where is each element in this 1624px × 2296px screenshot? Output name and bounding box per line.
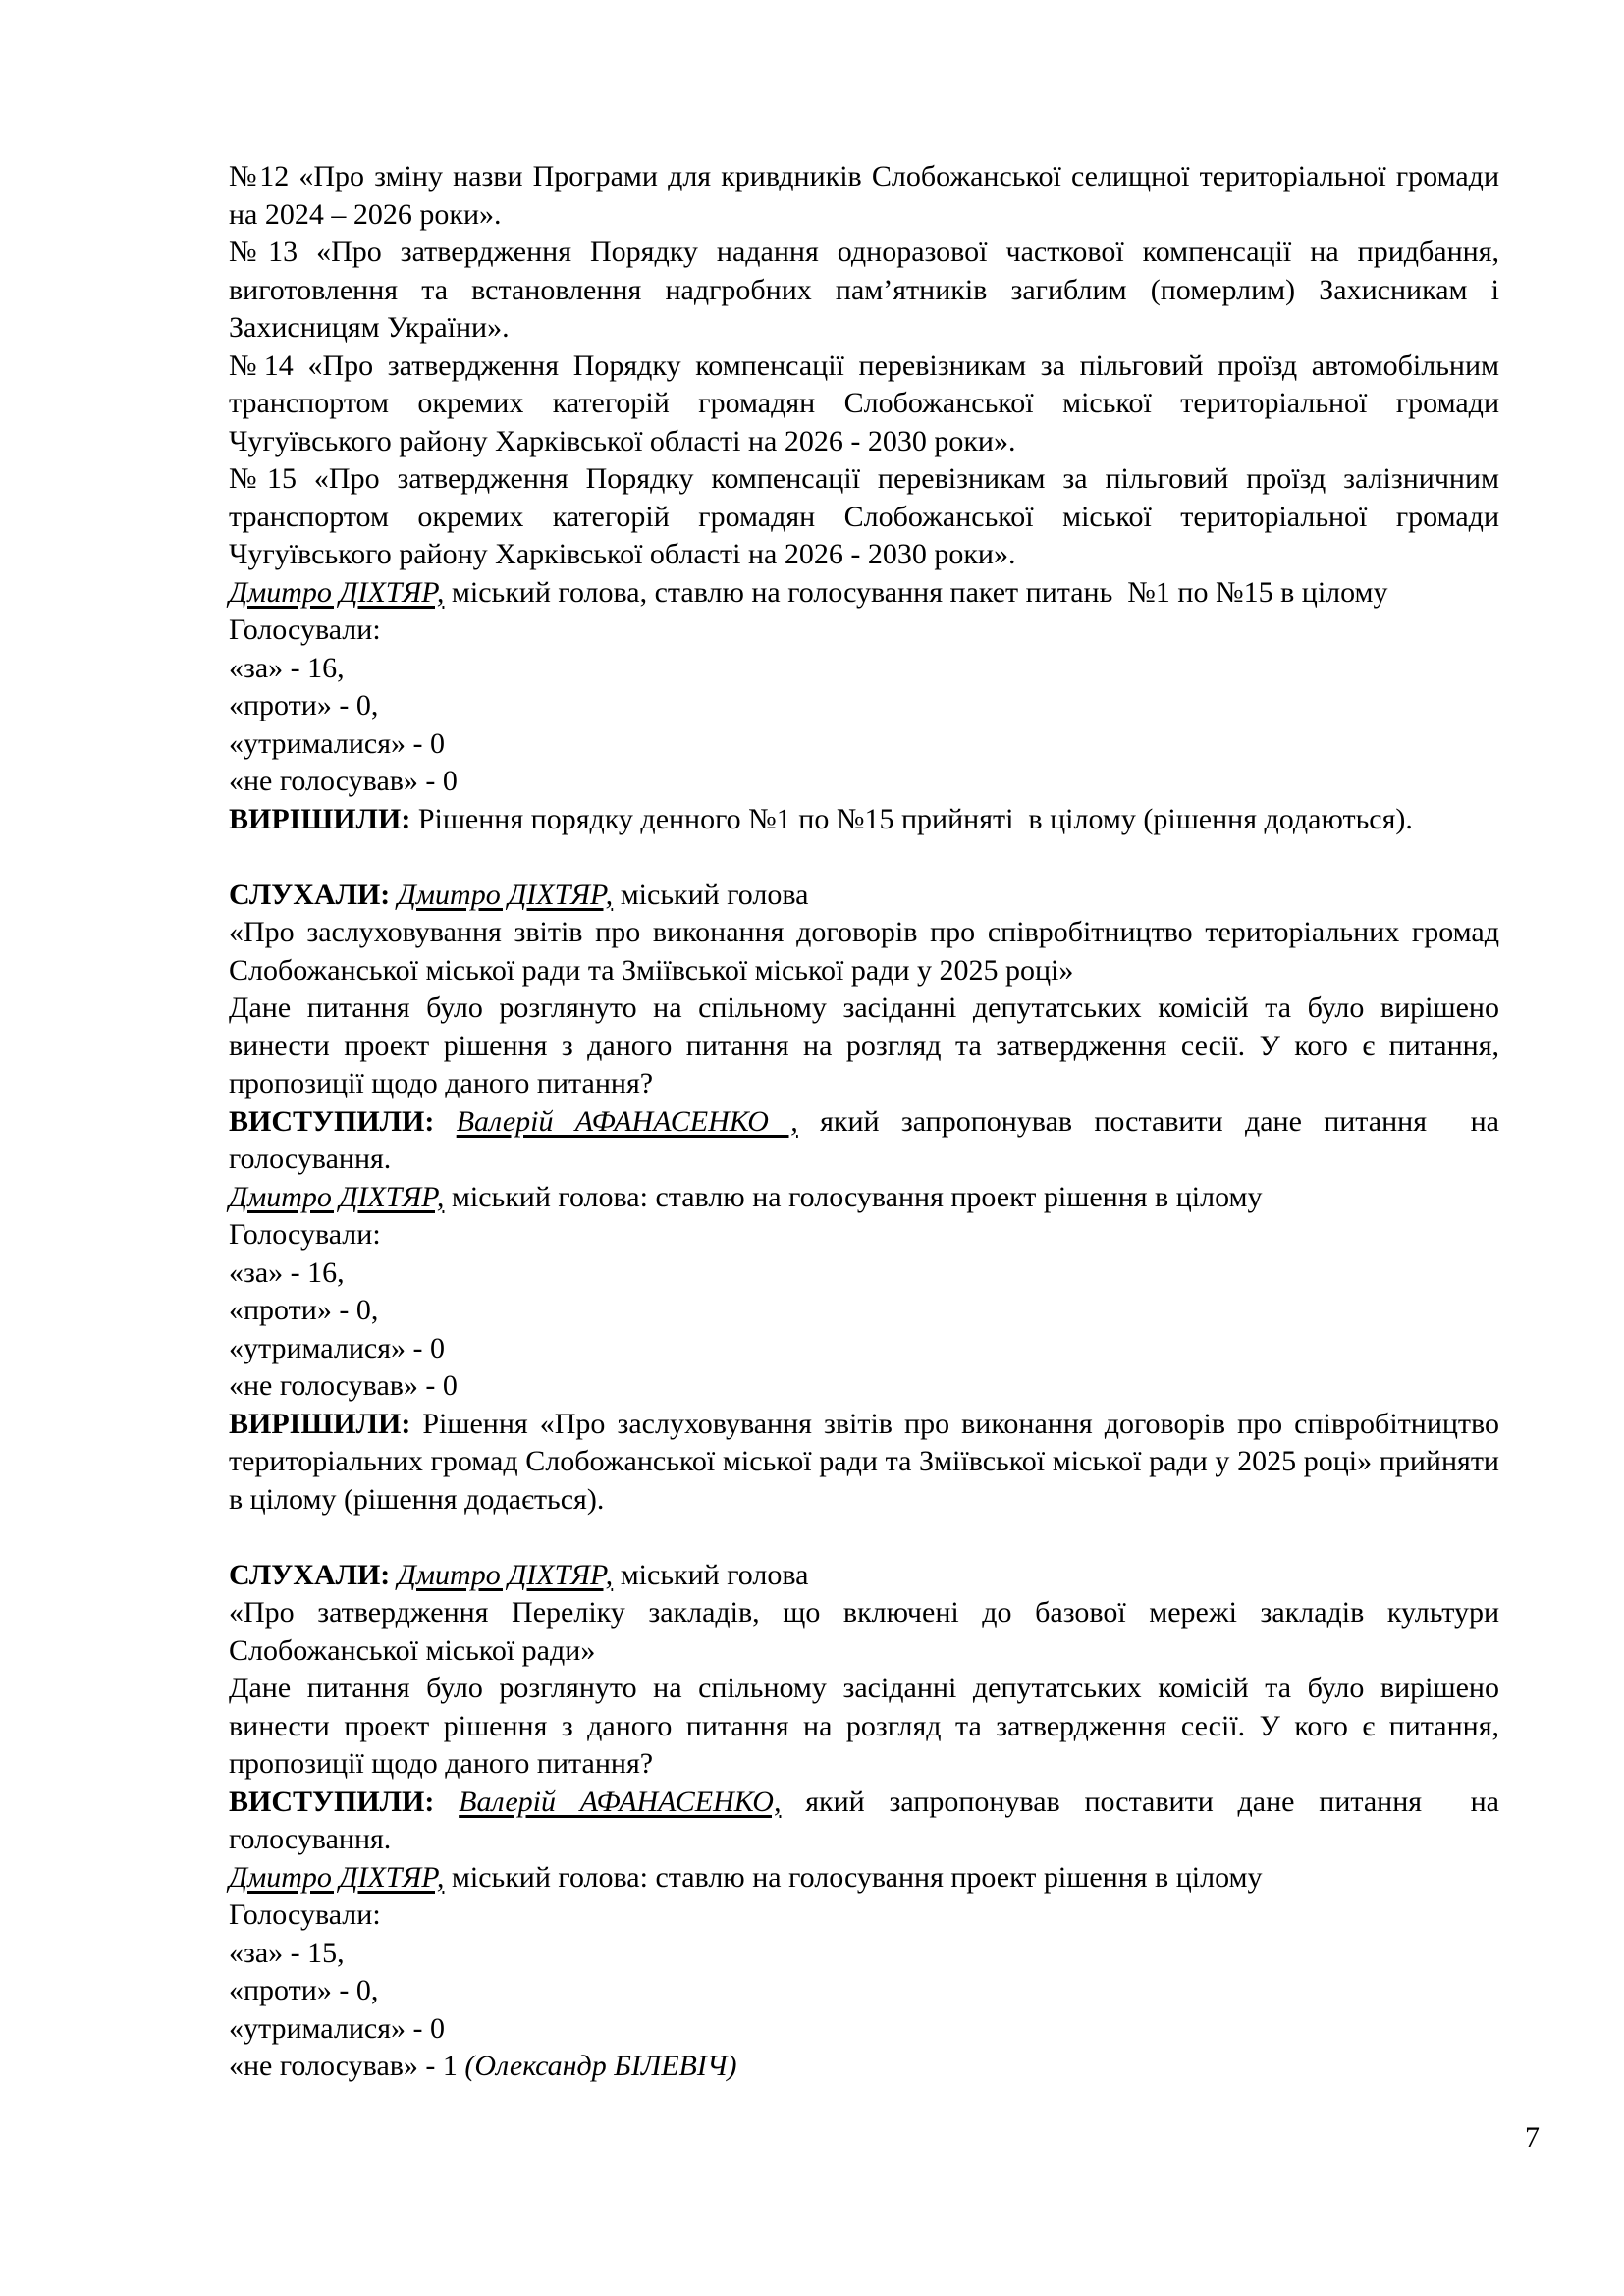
question-title-2: «Про затвердження Переліку закладів, що включені до базової мережі закладів культури Слобожанської міської ради»: [229, 1596, 1507, 1667]
heard-heading-1: СЛУХАЛИ: Дмитро ДІХТЯР, міський голова: [229, 878, 809, 911]
vote-header-1: Голосували:: [229, 614, 381, 646]
vote-za-2: «за» - 16,: [229, 1255, 345, 1289]
decision-2: ВИРІШИЛИ: Рішення «Про заслуховування звітів про виконання договорів про співробітництво територіальних громад Слобожанської міської ради та Зміївської міської ради у 2025 році» прийняти в цілому (рішення додається).: [229, 1407, 1514, 1516]
agenda-item-12: №12 «Про зміну назви Програми для кривдників Слобожанської селищної територіальної громади на 2024 – 2026 роки».: [229, 160, 1507, 231]
question-title-1: «Про заслуховування звітів про виконання договорів про співробітництво територіальних громад Слобожанської міської ради та Зміївської міської ради у 2025 році»: [229, 916, 1507, 987]
document-text: [229, 158, 1514, 2086]
vote-utrymalysia-3: «утрималися» - 0: [229, 2011, 446, 2045]
decision-1: ВИРІШИЛИ: Рішення порядку денного №1 по №15 прийняті в цілому (рішення додаються).: [229, 802, 1413, 835]
spoke-afanasenko-1: ВИСТУПИЛИ: Валерій АФАНАСЕНКО , який запропонував поставити дане питання на голосування.: [229, 1104, 1507, 1175]
spacer-1: [229, 838, 1499, 877]
vote-header-3: Голосували:: [229, 1898, 381, 1931]
vote-za-3: «за» - 15,: [229, 1936, 345, 1969]
vote-proty-1: «проти» - 0,: [229, 689, 379, 721]
spoke-afanasenko-2: ВИСТУПИЛИ: Валерій АФАНАСЕНКО, який запропонував поставити дане питання на голосування.: [229, 1785, 1507, 1855]
vote-utrymalysia-2: «утрималися» - 0: [229, 1331, 446, 1364]
speaker-dikhtiar-vote-call-3: Дмитро ДІХТЯР, міський голова: ставлю на голосування проект рішення в цілому: [229, 1860, 1263, 1894]
heard-heading-2: СЛУХАЛИ: Дмитро ДІХТЯР, міський голова: [229, 1558, 809, 1591]
spacer-2: [229, 1519, 1499, 1557]
question-discussion-2: Дане питання було розглянуто на спільному засіданні депутатських комісій та було вирішено винести проект рішення з даного питання на розгляд та затвердження сесії. У кого є питання, пропозиції щодо даного питання?: [229, 1672, 1507, 1780]
speaker-dikhtiar-vote-call-1: Дмитро ДІХТЯР, міський голова, ставлю на голосування пакет питань №1 по №15 в цілому: [229, 575, 1388, 609]
page-number: 7: [1525, 2121, 1540, 2154]
question-discussion-1: Дане питання було розглянуто на спільному засіданні депутатських комісій та було вирішено винести проект рішення з даного питання на розгляд та затвердження сесії. У кого є питання, пропозиції щодо даного питання?: [229, 991, 1507, 1099]
vote-proty-2: «проти» - 0,: [229, 1294, 379, 1326]
agenda-item-15: №15 «Про затвердження Порядку компенсації перевізникам за пільговий проїзд залізничним транспортом окремих категорій громадян Слобожанської міської територіальної громади Чугуївського району Харківської області на 2026 - 2030 роки».: [229, 462, 1507, 570]
agenda-item-13: №13 «Про затвердження Порядку надання одноразової часткової компенсації на придбання, виготовлення та встановлення надгробних пам’ятників загиблим (померлим) Захисникам і Захисницям України».: [229, 236, 1507, 344]
vote-ne-holosuvav-3: «не голосував» - 1 (Олександр БІЛЕВІЧ): [229, 2050, 737, 2082]
vote-ne-holosuvav-1: «не голосував» - 0: [229, 765, 458, 797]
vote-proty-3: «проти» - 0,: [229, 1974, 379, 2006]
agenda-item-14: №14 «Про затвердження Порядку компенсації перевізникам за пільговий проїзд автомобільним транспортом окремих категорій громадян Слобожанської міської територіальної громади Чугуївського району Харківської області на 2026 - 2030 роки».: [229, 348, 1507, 457]
vote-za-1: «за» - 16,: [229, 651, 345, 684]
vote-utrymalysia-1: «утрималися» - 0: [229, 726, 446, 760]
vote-header-2: Голосували:: [229, 1218, 381, 1251]
vote-ne-holosuvav-2: «не голосував» - 0: [229, 1369, 458, 1402]
speaker-dikhtiar-vote-call-2: Дмитро ДІХТЯР, міський голова: ставлю на голосування проект рішення в цілому: [229, 1180, 1263, 1213]
